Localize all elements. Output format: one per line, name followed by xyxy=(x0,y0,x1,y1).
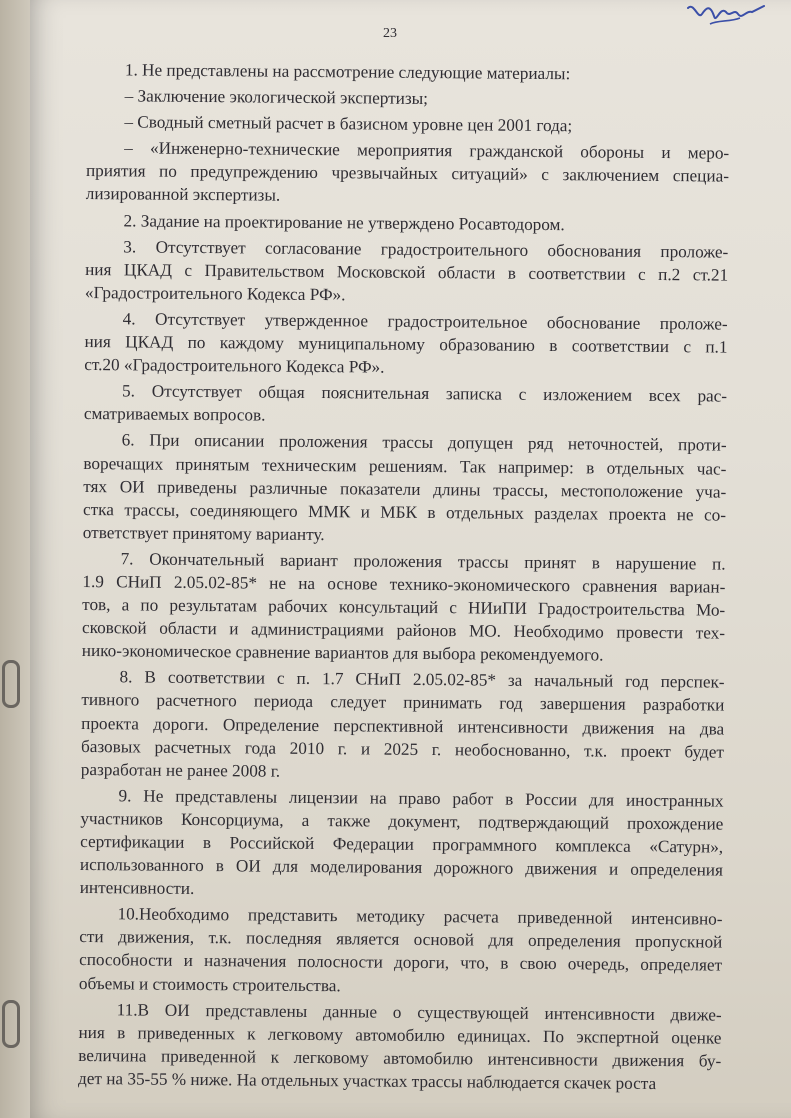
paragraph-p10 xyxy=(79,902,723,1000)
text-line: тивного расчетного периода следует принимать год завершения разработки xyxy=(81,690,725,716)
text-line: 1.9 СНиП 2.05.02-85* не на основе технико-экономического сравнения вариан- xyxy=(82,571,726,597)
paragraph-p2 xyxy=(85,209,728,238)
text-line: 6. При описании проложения трассы допущен ряд неточностей, проти- xyxy=(121,430,727,456)
text-line: ответствует принятому варианту. xyxy=(82,522,325,544)
text-line: 11.В ОИ представлены данные о существующей интенсивности движе- xyxy=(116,999,722,1025)
paragraph-p7 xyxy=(82,547,726,668)
document-page xyxy=(30,0,791,1118)
paragraph-p-intro-b xyxy=(86,110,729,139)
text-line: интенсивности. xyxy=(79,878,195,899)
paragraph-p-intro xyxy=(87,58,730,87)
text-line: – «Инженерно-технические мероприятия гражданской обороны и меро- xyxy=(124,138,730,163)
paragraph-p6 xyxy=(83,428,727,549)
text-line: 9. Не представлены лицензии на право работ в России для иностранных xyxy=(118,786,724,811)
page-number: 23 xyxy=(383,26,397,41)
text-line: тов, а по результатам рабочих консультаций с НИиПИ Градостроительства Мо- xyxy=(82,595,726,620)
text-line: ния ЦКАД с Правительством Московской области в соответствии с п.2 ст.21 xyxy=(85,259,729,285)
text-line: сковской области и администрациями районов МО. Необходимо провести тех- xyxy=(81,618,726,643)
text-line: сертификации в Российской Федерации программного комплекса «Сатурн», xyxy=(80,831,724,857)
text-line: нико-экономическое сравнение вариантов для выбора рекомендуемого. xyxy=(81,641,604,665)
text-line: «Градостроительного Кодекса РФ». xyxy=(84,282,346,305)
text-line: 2. Задание на проектирование не утверждено Росавтодором. xyxy=(123,210,565,234)
text-line: приятия по предупреждению чрезвычайных ситуаций» с заключением специа- xyxy=(85,161,730,186)
paragraph-p9 xyxy=(80,784,724,905)
paragraph-p3 xyxy=(85,235,729,310)
binder-ring xyxy=(2,1000,20,1048)
text-line: – Заключение экологической экспертизы; xyxy=(124,86,429,109)
text-line: тях ОИ приведены различные показатели длины трассы, местоположение уча- xyxy=(83,476,727,502)
text-line: воречащих принятым техническим решениям. Так например: в отдельных час- xyxy=(83,453,727,479)
text-line: базовых расчетных года 2010 г. и 2025 г. необоснованно, т.к. проект будет xyxy=(80,736,725,762)
text-line: 3. Отсутствует согласование градостроительного обоснования проложе- xyxy=(123,236,729,262)
paragraph-p11 xyxy=(78,998,722,1096)
text-line: ст.20 «Градостроительного Кодекса РФ». xyxy=(84,355,385,377)
text-line: 8. В соответствии с п. 1.7 СНиП 2.05.02-85* за начальный год перспек- xyxy=(119,667,725,692)
paragraph-p-intro-c xyxy=(86,136,730,211)
text-line: – Сводный сметный расчет в базисном уровне цен 2001 года; xyxy=(124,112,573,136)
text-line: 7. Окончательный вариант проложения трассы принят в нарушение п. xyxy=(120,549,726,574)
text-line: 1. Не представлены на рассмотрение следующие материалы: xyxy=(124,60,571,84)
paragraph-p4 xyxy=(84,307,728,382)
paragraph-p8 xyxy=(81,665,725,786)
text-line: 5. Отсутствует общая пояснительная записка с изложением всех рас- xyxy=(122,381,728,406)
text-line: объемы и стоимость строительства. xyxy=(78,973,341,995)
text-line: сти движения, т.к. последняя является основой для определения пропускной xyxy=(79,927,723,952)
paragraph-p5 xyxy=(84,379,727,431)
text-line: сматриваемых вопросов. xyxy=(83,404,266,425)
text-line: способности и назначения полосности дороги, что, в свою очередь, определяет xyxy=(79,950,723,976)
text-line: стка трассы, соединяющего ММК и МБК в отдельных разделах проекта не со- xyxy=(82,499,727,525)
text-line: 4. Отсутствует утвержденное градостроительное обоснование проложе- xyxy=(122,309,728,334)
text-line: использованного в ОИ для моделирования дорожного движения и определения xyxy=(79,855,724,880)
handwritten-signature xyxy=(680,0,770,40)
text-line: величина приведенной к легковому автомобилю интенсивности движения бу- xyxy=(78,1045,722,1071)
binder-ring xyxy=(2,660,20,708)
text-line: ния ЦКАД по каждому муниципальному образованию в соответствии с п.1 xyxy=(84,332,728,357)
text-line: дет на 35-55 % ниже. На отдельных участках трассы наблюдается скачек роста xyxy=(78,1068,657,1093)
text-line: 10.Необходимо представить методику расчета приведенной интенсивно- xyxy=(117,904,723,929)
text-line: участников Консорциума, а также документ, подтверждающий прохождение xyxy=(80,808,724,834)
text-line: разработан не ранее 2008 г. xyxy=(80,759,281,781)
text-line: ния в приведенных к легковому автомобилю единицах. По экспертной оценке xyxy=(78,1022,722,1048)
text-line: лизированной экспертизы. xyxy=(85,184,281,206)
binder-edge xyxy=(0,0,30,1118)
paragraph-p-intro-a xyxy=(87,84,730,113)
text-line: проекта дороги. Определение перспективной интенсивности движения на два xyxy=(81,713,725,739)
document-body xyxy=(78,58,730,1096)
